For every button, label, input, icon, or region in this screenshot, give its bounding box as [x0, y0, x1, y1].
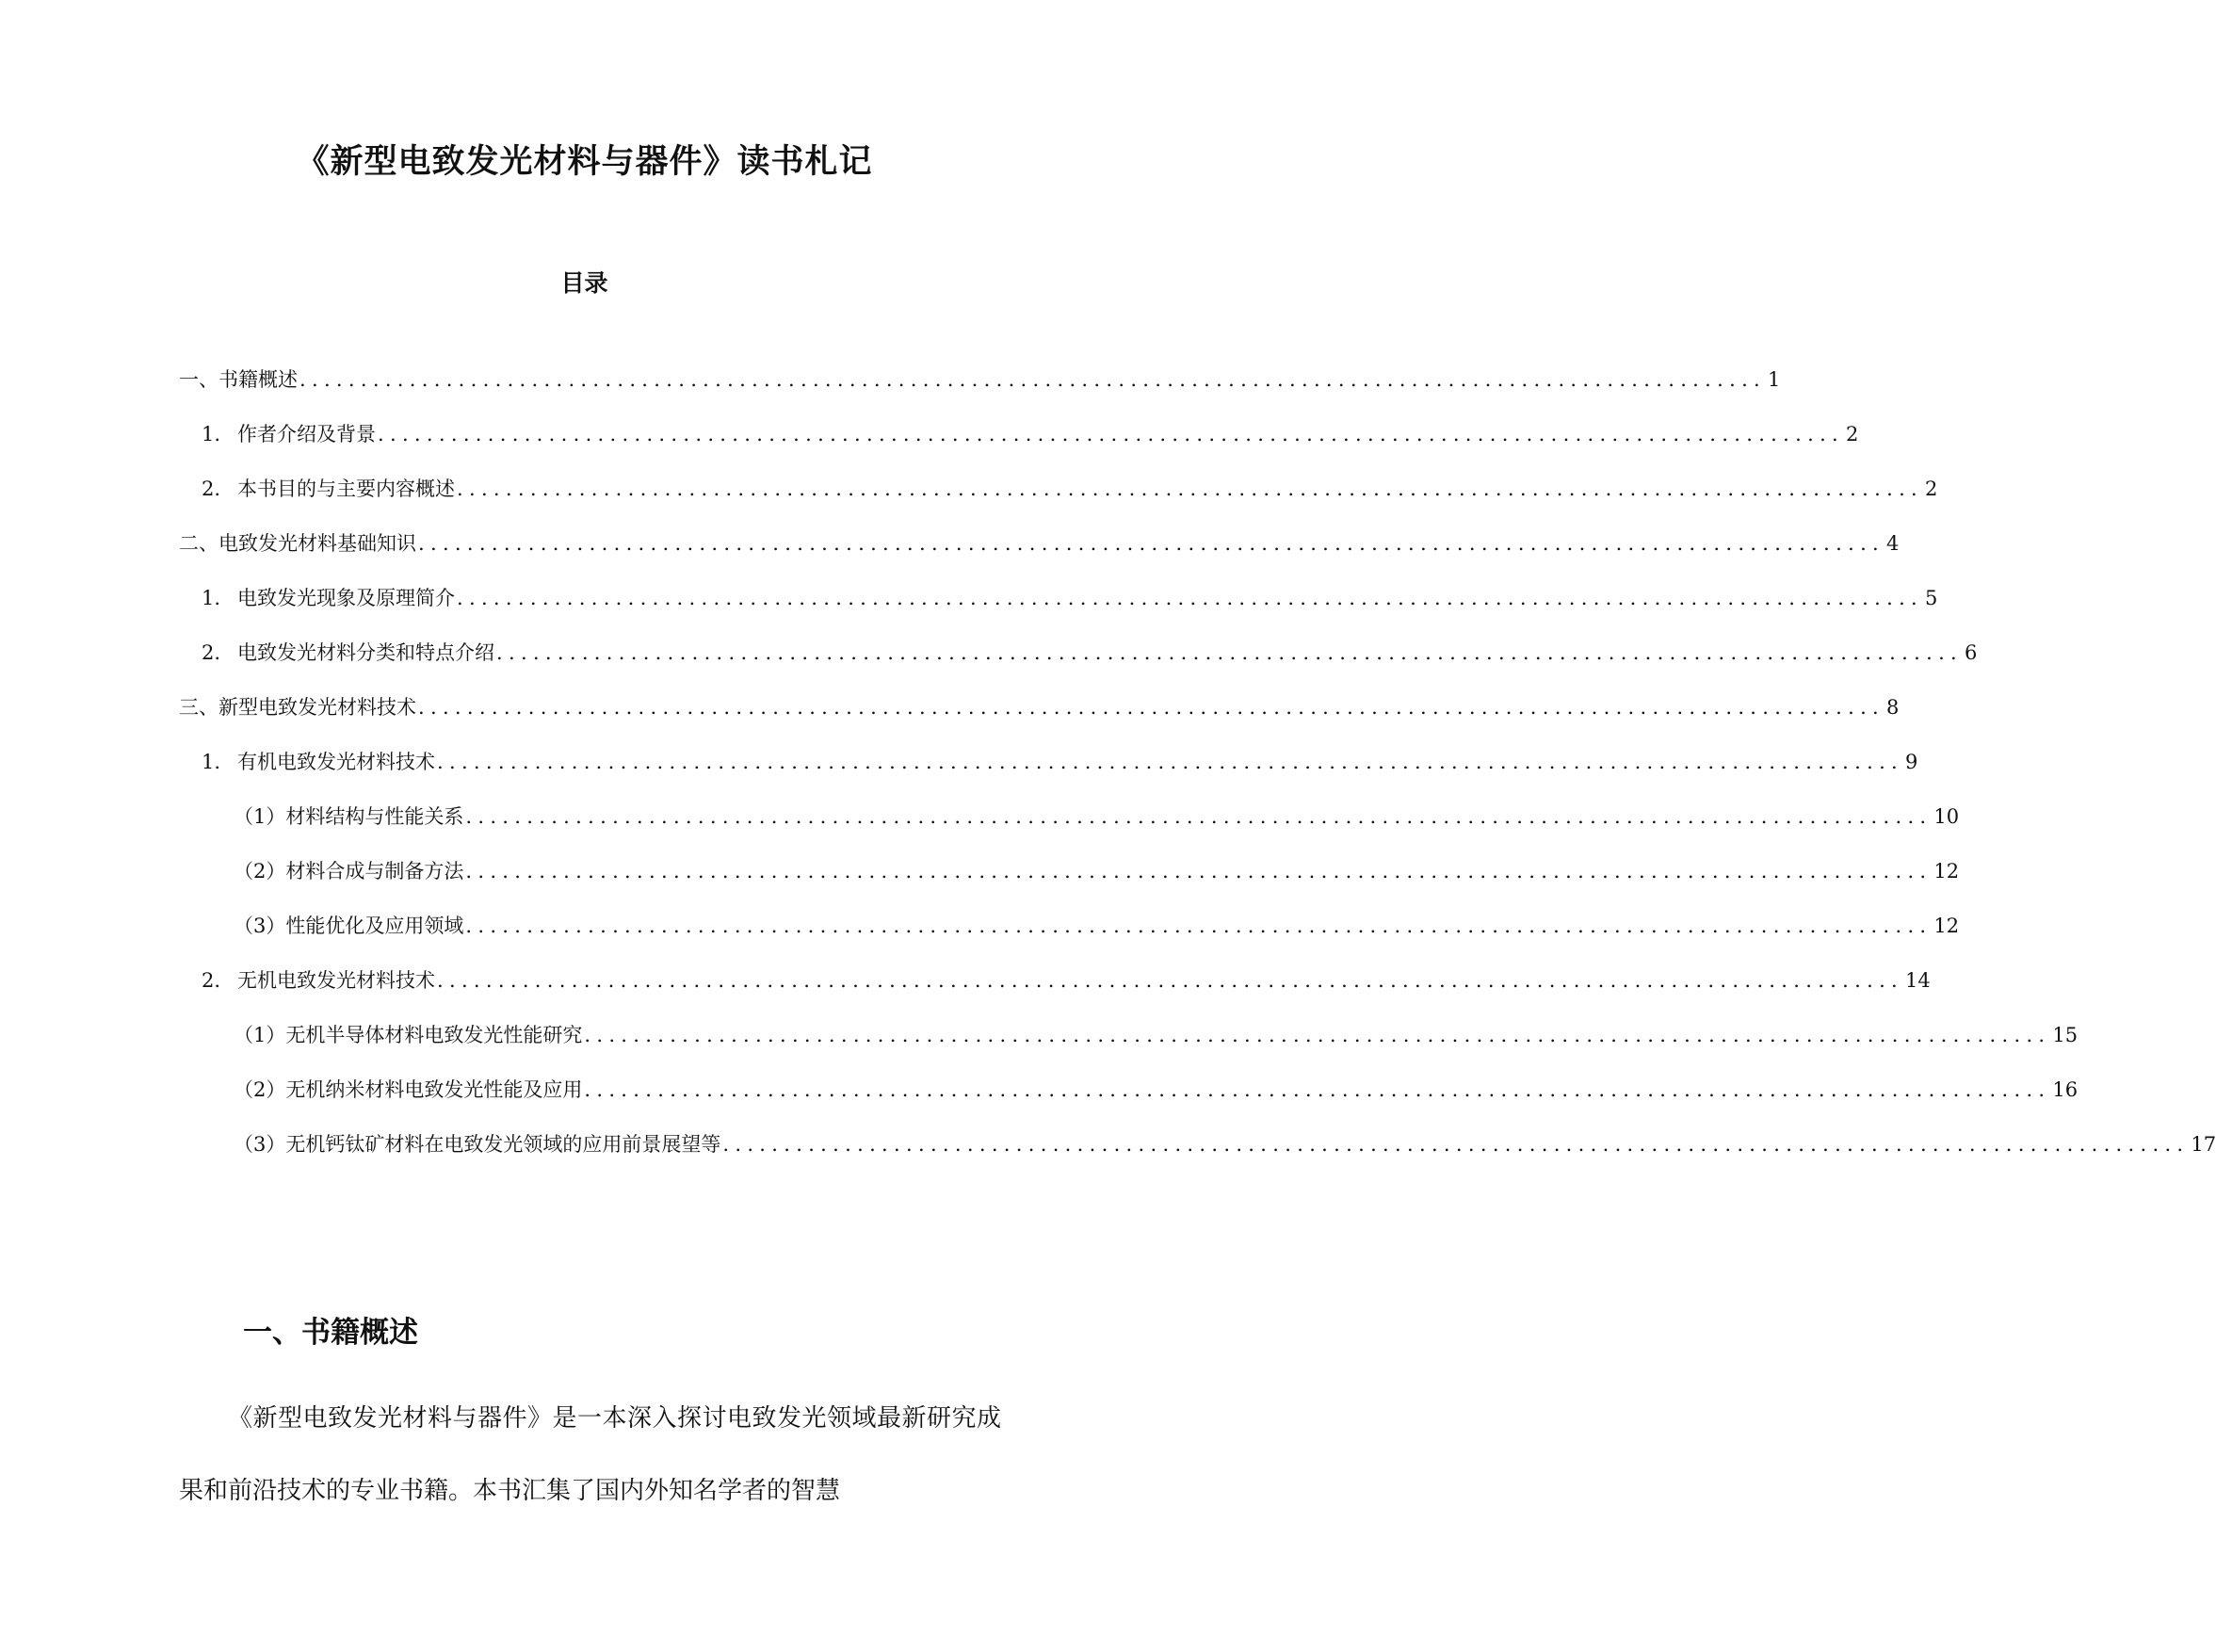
document-title: 《新型电致发光材料与器件》读书札记 — [296, 143, 873, 181]
toc-entry-number: （2） — [234, 1078, 286, 1101]
toc-entry-label: 材料结构与性能关系 — [285, 805, 464, 828]
toc-dot-leader: ........................................................................................................................ — [584, 1024, 2051, 1046]
toc-entry-page: 14 — [1905, 969, 1931, 992]
toc-entry-label: 无机电致发光材料技术 — [237, 969, 435, 992]
toc-entry-label: 新型电致发光材料技术 — [218, 696, 416, 719]
toc-entry[interactable] — [234, 855, 1960, 887]
toc-entry-page: 12 — [1933, 860, 1960, 883]
toc-entry[interactable] — [202, 582, 1938, 614]
toc-entry[interactable] — [202, 964, 1931, 996]
toc-entry-number: 2. — [202, 641, 221, 664]
toc-entry-page: 2 — [1846, 423, 1859, 445]
toc-dot-leader: ........................................................................................................................ — [722, 1133, 2190, 1156]
toc-entry-label: 性能优化及应用领域 — [285, 915, 464, 937]
toc-dot-leader: ........................................................................................................................ — [299, 368, 1767, 391]
toc-entry-label: 无机钙钛矿材料在电致发光领域的应用前景展望等 — [285, 1133, 721, 1156]
toc-entry-number: 2. — [202, 969, 221, 992]
toc-entry-number: （1） — [234, 805, 286, 828]
toc-entry-page: 8 — [1886, 696, 1900, 719]
toc-dot-leader: ........................................................................................................................ — [378, 423, 1845, 445]
toc-entry[interactable] — [202, 473, 1938, 505]
toc-entry-label: 电致发光材料分类和特点介绍 — [237, 641, 494, 664]
toc-entry-label: 电致发光现象及原理简介 — [237, 587, 455, 609]
toc-entry-label: 无机纳米材料电致发光性能及应用 — [285, 1078, 583, 1101]
toc-entry[interactable] — [234, 801, 1960, 833]
toc-entry-page: 16 — [2052, 1078, 2079, 1101]
toc-entry-page: 12 — [1933, 915, 1960, 937]
toc-entry-number: （2） — [234, 860, 286, 883]
toc-dot-leader: ........................................................................................................................ — [418, 696, 1885, 719]
toc-entry-number: 二、 — [179, 532, 218, 555]
toc-entry-page: 15 — [2052, 1024, 2079, 1046]
toc-entry-number: （1） — [234, 1024, 286, 1046]
toc-entry-page: 1 — [1768, 368, 1781, 391]
toc-dot-leader: ........................................................................................................................ — [418, 532, 1885, 555]
toc-entry[interactable] — [234, 910, 1960, 942]
toc-entry[interactable] — [234, 1128, 2216, 1160]
toc-entry-page: 17 — [2191, 1133, 2216, 1156]
toc-entry-number: 2. — [202, 478, 221, 500]
toc-dot-leader: ........................................................................................................................ — [465, 860, 1933, 883]
toc-dot-leader: ........................................................................................................................ — [584, 1078, 2051, 1101]
toc-entry-page: 4 — [1886, 532, 1900, 555]
toc-entry[interactable] — [234, 1074, 2079, 1106]
toc-entry[interactable] — [179, 691, 1900, 723]
toc-entry-label: 作者介绍及背景 — [237, 423, 376, 445]
toc-entry-number: （3） — [234, 1133, 286, 1156]
toc-dot-leader: ........................................................................................................................ — [496, 641, 1964, 664]
toc-entry-page: 2 — [1925, 478, 1938, 500]
toc-entry-number: 1. — [202, 423, 221, 445]
toc-entry-number: 一、 — [179, 368, 218, 391]
toc-dot-leader: ........................................................................................................................ — [437, 751, 1904, 773]
toc-dot-leader: ........................................................................................................................ — [457, 478, 1924, 500]
toc-entry-label: 无机半导体材料电致发光性能研究 — [285, 1024, 583, 1046]
toc-dot-leader: ........................................................................................................................ — [465, 805, 1933, 828]
toc-entry[interactable] — [179, 364, 1781, 396]
section-heading: 一、书籍概述 — [243, 1316, 418, 1350]
toc-entry-number: 1. — [202, 751, 221, 773]
toc-entry-page: 6 — [1965, 641, 1978, 664]
body-paragraph: 《新型电致发光材料与器件》是一本深入探讨电致发光领域最新研究成果和前沿技术的专业书籍。本书汇集了国内外知名学者的智慧 — [179, 1404, 1001, 1505]
toc-entry-label: 本书目的与主要内容概述 — [237, 478, 455, 500]
toc-entry-label: 材料合成与制备方法 — [285, 860, 464, 883]
toc-entry-label: 有机电致发光材料技术 — [237, 751, 435, 773]
toc-entry[interactable] — [202, 418, 1859, 450]
toc-entry[interactable] — [234, 1019, 2079, 1051]
toc-entry-number: 三、 — [179, 696, 218, 719]
toc-entry-page: 9 — [1905, 751, 1918, 773]
toc-entry-label: 电致发光材料基础知识 — [218, 532, 416, 555]
toc-entry[interactable] — [179, 527, 1900, 559]
toc-entry-number: （3） — [234, 915, 286, 937]
toc-heading: 目录 — [560, 269, 608, 297]
toc-entry-page: 5 — [1925, 587, 1938, 609]
toc-entry[interactable] — [202, 746, 1918, 778]
toc-dot-leader: ........................................................................................................................ — [457, 587, 1924, 609]
toc-dot-leader: ........................................................................................................................ — [465, 915, 1933, 937]
toc-dot-leader: ........................................................................................................................ — [437, 969, 1904, 992]
toc-entry-page: 10 — [1933, 805, 1960, 828]
toc-entry-number: 1. — [202, 587, 221, 609]
toc-entry[interactable] — [202, 637, 1978, 669]
toc-entry-label: 书籍概述 — [218, 368, 298, 391]
